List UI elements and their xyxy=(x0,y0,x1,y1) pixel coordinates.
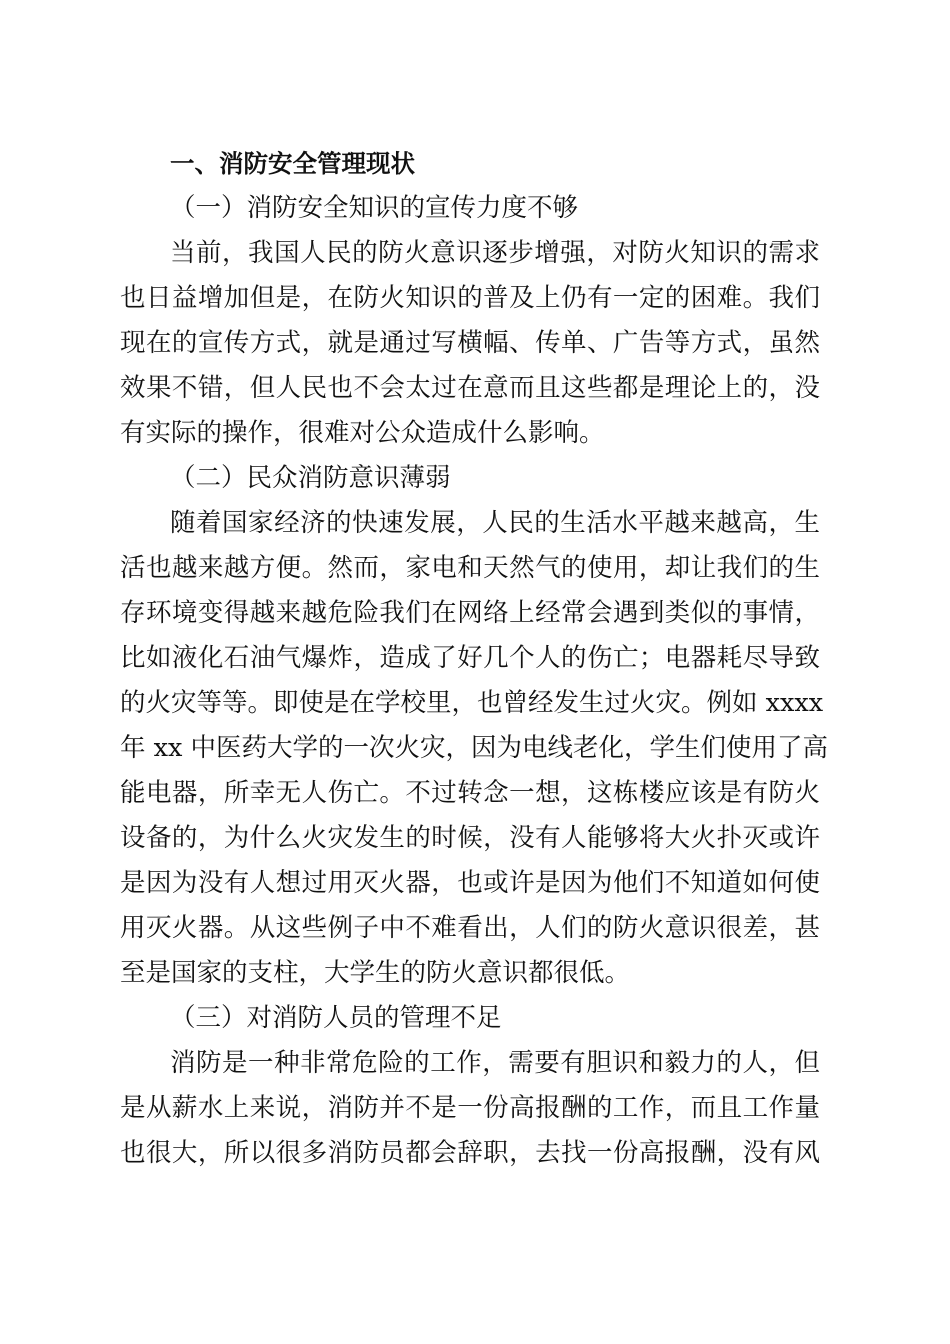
paragraph-line: 有实际的操作，很难对公众造成什么影响。 xyxy=(120,418,605,448)
subsection-title-2: （二）民众消防意识薄弱 xyxy=(170,463,451,493)
section-heading: 一、消防安全管理现状 xyxy=(170,149,415,178)
paragraph-line: 设备的，为什么火灾发生的时候，没有人能够将大火扑灭或许 xyxy=(120,823,820,853)
paragraph-line: 至是国家的支柱，大学生的防火意识都很低。 xyxy=(120,958,631,988)
paragraph-line: 效果不错，但人民也不会太过在意而且这些都是理论上的，没 xyxy=(120,373,820,403)
paragraph-line: 年 xx 中医药大学的一次火灾，因为电线老化，学生们使用了高 xyxy=(120,733,828,763)
paragraph-line: 是因为没有人想过用灭火器，也或许是因为他们不知道如何使 xyxy=(120,868,820,898)
paragraph-line: 的火灾等等。即使是在学校里，也曾经发生过火灾。例如 xxxx xyxy=(120,688,824,718)
paragraph-line: 存环境变得越来越危险我们在网络上经常会遇到类似的事情， xyxy=(120,598,820,628)
paragraph-line: 比如液化石油气爆炸，造成了好几个人的伤亡；电器耗尽导致 xyxy=(120,643,820,673)
paragraph-line: 能电器，所幸无人伤亡。不过转念一想，这栋楼应该是有防火 xyxy=(120,778,820,808)
subsection-title-1: （一）消防安全知识的宣传力度不够 xyxy=(170,193,579,223)
paragraph-line: 当前，我国人民的防火意识逐步增强，对防火知识的需求 xyxy=(170,238,820,268)
paragraph-line: 消防是一种非常危险的工作，需要有胆识和毅力的人，但 xyxy=(170,1048,820,1078)
subsection-title-3: （三）对消防人员的管理不足 xyxy=(170,1003,502,1033)
paragraph-line: 现在的宣传方式，就是通过写横幅、传单、广告等方式，虽然 xyxy=(120,328,820,358)
paragraph-line: 随着国家经济的快速发展，人民的生活水平越来越高，生 xyxy=(170,508,820,538)
paragraph-line: 也日益增加但是，在防火知识的普及上仍有一定的困难。我们 xyxy=(120,283,820,313)
paragraph-line: 也很大，所以很多消防员都会辞职，去找一份高报酬，没有风 xyxy=(120,1138,820,1168)
paragraph-line: 是从薪水上来说，消防并不是一份高报酬的工作，而且工作量 xyxy=(120,1093,820,1123)
paragraph-line: 用灭火器。从这些例子中不难看出，人们的防火意识很差，甚 xyxy=(120,913,820,943)
paragraph-line: 活也越来越方便。然而，家电和天然气的使用，却让我们的生 xyxy=(120,553,820,583)
